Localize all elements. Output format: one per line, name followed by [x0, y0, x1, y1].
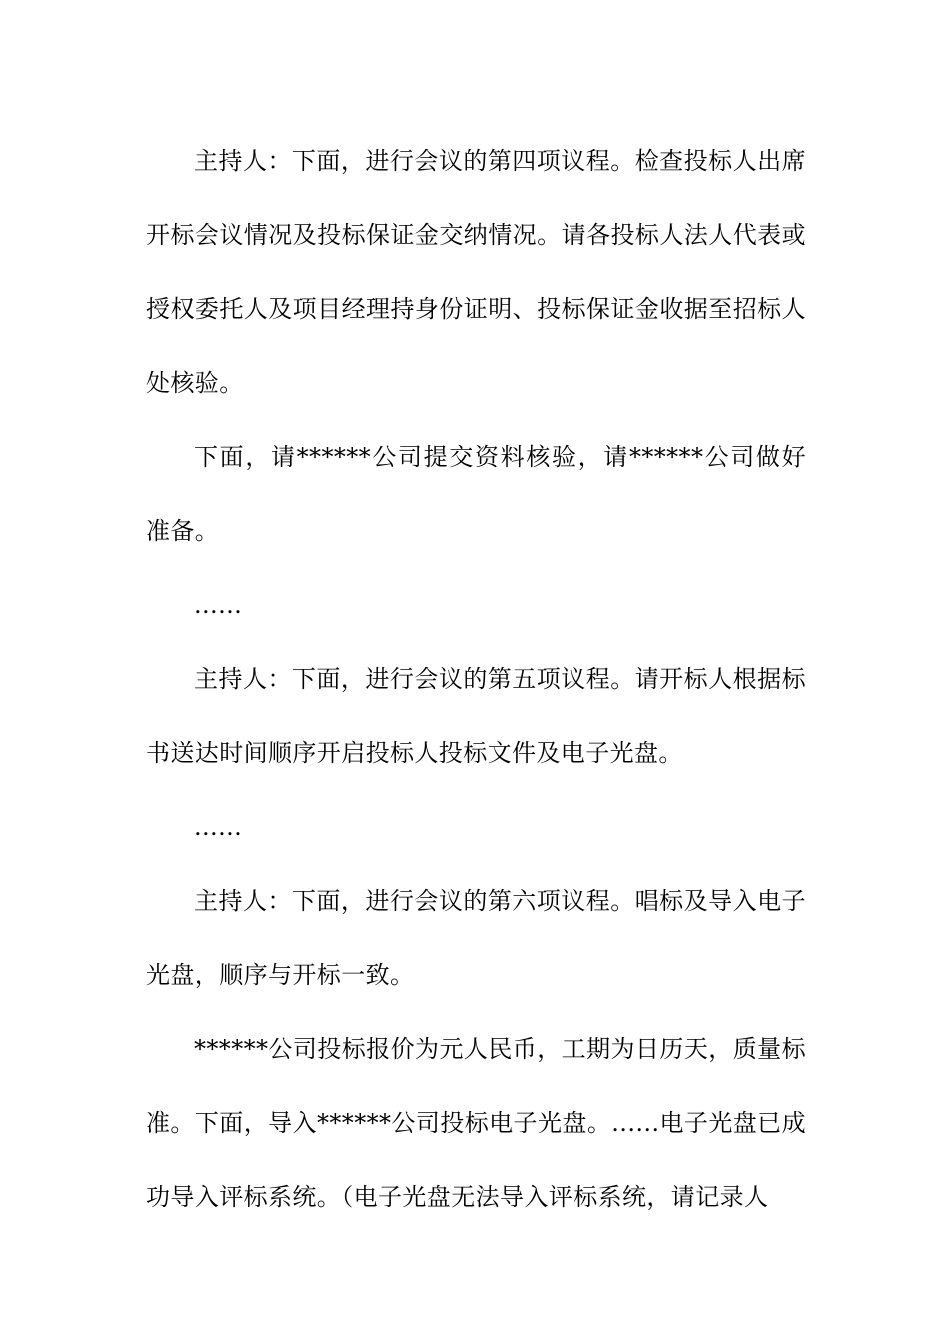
paragraph-ellipsis: ......	[194, 591, 243, 619]
paragraph-verification-request: 下面，请******公司提交资料核验，请******公司做好准备。	[146, 443, 806, 545]
paragraph-agenda-item-5: 主持人：下面，进行会议的第五项议程。请开标人根据标书送达时间顺序开启投标人投标文件及电子光盘。	[146, 665, 806, 767]
paragraph-ellipsis: ......	[194, 813, 243, 841]
paragraph-agenda-item-4: 主持人：下面，进行会议的第四项议程。检查投标人出席开标会议情况及投标保证金交纳情况。请各投标人法人代表或授权委托人及项目经理持身份证明、投标保证金收据至招标人处核验。	[146, 147, 806, 397]
document-body	[146, 124, 806, 1234]
paragraph-bid-reading: ******公司投标报价为元人民币，工期为日历天，质量标准。下面，导入******公司投标电子光盘。......电子光盘已成功导入评标系统。（电子光盘无法导入评标系统，请记录人	[146, 1035, 806, 1211]
paragraph-agenda-item-6: 主持人：下面，进行会议的第六项议程。唱标及导入电子光盘，顺序与开标一致。	[146, 887, 806, 989]
